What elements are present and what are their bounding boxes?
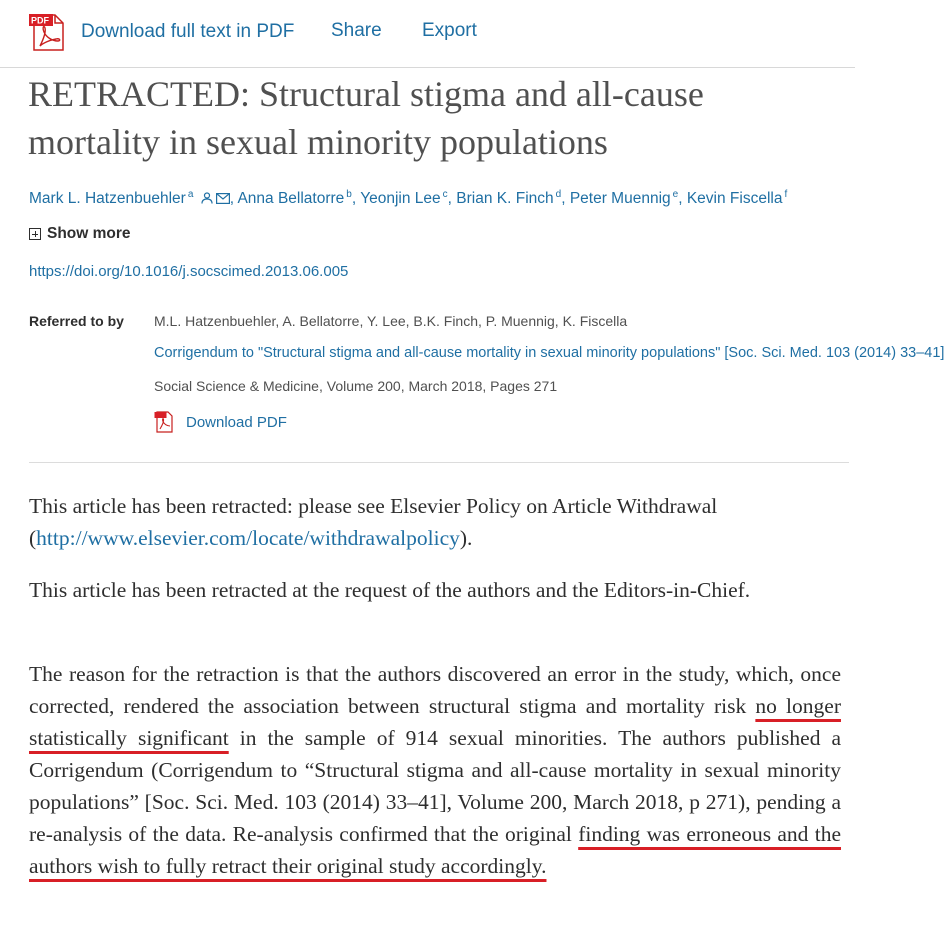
- article-title: RETRACTED: Structural stigma and all-cause mortality in sexual minority populations: [28, 74, 704, 162]
- author-link[interactable]: Yeonjin Lee $^c$: [360, 189, 448, 208]
- referred-download-pdf-label: Download PDF: [186, 413, 287, 431]
- download-pdf-button[interactable]: [28, 12, 294, 52]
- pdf-file-icon: [154, 411, 174, 433]
- section-divider: [29, 462, 849, 463]
- show-more-toggle[interactable]: [29, 225, 131, 243]
- doi-link[interactable]: https://doi.org/10.1016/j.socscimed.2013.06.005: [29, 263, 349, 280]
- author-link[interactable]: Brian K. Finch $^d$: [456, 189, 562, 208]
- author-link[interactable]: Mark L. Hatzenbuehler $^a$: [29, 189, 194, 208]
- share-link[interactable]: Share: [331, 20, 382, 41]
- retraction-request-paragraph: This article has been retracted at the request of the authors and the Editors-in-Chief.: [29, 578, 751, 602]
- export-link[interactable]: Export: [422, 20, 477, 41]
- author-link[interactable]: Peter Muennig $^e$: [569, 189, 679, 208]
- withdrawal-policy-link[interactable]: http://www.elsevier.com/locate/withdrawalpolicy: [36, 526, 460, 550]
- corrigendum-link[interactable]: Corrigendum to "Structural stigma and all-cause mortality in sexual minority populations" [Soc. Sci. Med. 103 (2014) 33–41]: [154, 345, 944, 361]
- person-icon: [201, 192, 213, 204]
- author-link[interactable]: Anna Bellatorre $^b$: [237, 189, 352, 208]
- referred-authors: M.L. Hatzenbuehler, A. Bellatorre, Y. Lee, B.K. Finch, P. Muennig, K. Fiscella: [154, 313, 628, 329]
- article-toolbar: [0, 0, 855, 68]
- red-underline-highlight: no longer statistically significant: [29, 694, 841, 750]
- email-icon[interactable]: [216, 193, 230, 204]
- show-more-label: Show more: [47, 225, 131, 242]
- author-list: Mark L. Hatzenbuehler $^a$ , Anna Bellatorre $^b$, Yeonjin Lee $^c$, Brian K. Finch $^d$, Peter Muennig $^e$, Kevin Fiscella $^f$: [29, 189, 788, 208]
- author-link[interactable]: Kevin Fiscella $^f$: [686, 189, 788, 208]
- retraction-notice-paragraph: This article has been retracted: please see Elsevier Policy on Article Withdrawal (http://www.elsevier.com/locate/withdrawalpolicy).: [29, 494, 718, 550]
- referred-source: Social Science & Medicine, Volume 200, March 2018, Pages 271: [154, 378, 558, 394]
- download-pdf-label: Download full text in PDF: [81, 21, 295, 42]
- referred-download-pdf-button[interactable]: [154, 411, 287, 433]
- red-underline-highlight: finding was erroneous and the authors wish to fully retract their original study accordingly.: [29, 822, 841, 878]
- referred-to-by-label: Referred to by: [29, 313, 124, 329]
- plus-icon: [29, 228, 41, 240]
- retraction-reason-paragraph: The reason for the retraction is that the authors discovered an error in the study, which, once corrected, rendered the association between structural stigma and mortality risk no longer statistically significant in the sample of 914 sexual minorities. The authors published a Corrigendum (Corrigendum to “Structural stigma and all-cause mortality in sexual minority populations” [Soc. Sci. Med. 103 (2014) 33–41], Volume 200, March 2018, p 271), pending a re-analysis of the data. Re-analysis confirmed that the original finding was erroneous and the authors wish to fully retract their original study accordingly.: [29, 662, 842, 878]
- svg-text:PDF: PDF: [31, 15, 49, 26]
- pdf-file-icon: [28, 12, 66, 52]
